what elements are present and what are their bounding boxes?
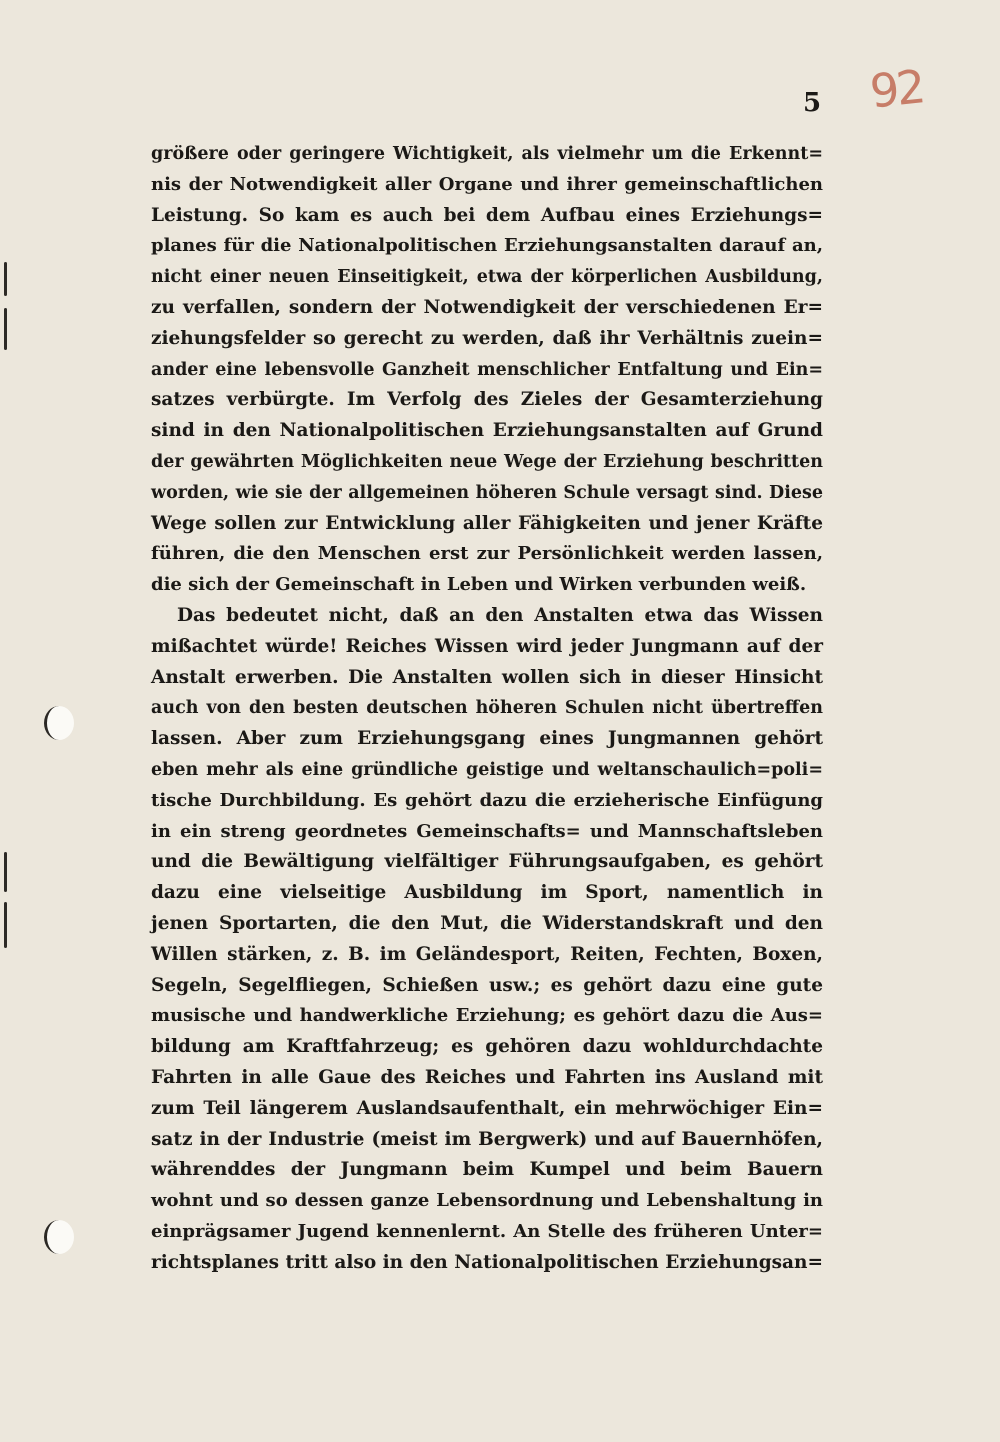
punch-hole <box>44 1220 74 1254</box>
text-line: zu verfallen, sondern der Notwendigkeit der verschiedenen Er= <box>151 296 823 318</box>
text-line: währenddes der Jungmann beim Kumpel und beim Bauern <box>151 1159 823 1181</box>
text-line: dazu eine vielseitige Ausbildung im Sport, namentlich in <box>151 882 823 904</box>
text-line: Willen stärken, z. B. im Geländesport, Reiten, Fechten, Boxen, <box>151 943 823 965</box>
text-line: musische und handwerkliche Erziehung; es gehört dazu die Aus= <box>151 1005 823 1027</box>
text-line: die sich der Gemeinschaft in Leben und Wirken verbunden weiß. <box>151 574 807 596</box>
text-line: jenen Sportarten, die den Mut, die Widerstandskraft und den <box>151 912 823 934</box>
page-number: 5 <box>803 88 822 118</box>
text-line: der gewährten Möglichkeiten neue Wege der Erziehung beschritten <box>151 451 823 472</box>
text-line: ziehungsfelder so gerecht zu werden, daß ihr Verhältnis zuein= <box>151 327 823 349</box>
archive-number: 92 <box>867 59 926 119</box>
text-line: einprägsamer Jugend kennenlernt. An Stelle des früheren Unter= <box>151 1220 823 1242</box>
text-line: nis der Notwendigkeit aller Organe und ihrer gemeinschaftlichen <box>151 173 823 195</box>
text-line: und die Bewältigung vielfältiger Führungsaufgaben, es gehört <box>151 851 823 873</box>
text-line: lassen. Aber zum Erziehungsgang eines Jungmannen gehört <box>151 728 823 750</box>
text-line: tische Durchbildung. Es gehört dazu die erzieherische Einfügung <box>151 789 823 811</box>
text-line: sind in den Nationalpolitischen Erziehungsanstalten auf Grund <box>151 420 823 442</box>
text-line: bildung am Kraftfahrzeug; es gehören dazu wohldurchdachte <box>151 1036 823 1058</box>
text-line: größere oder geringere Wichtigkeit, als vielmehr um die Erkennt= <box>151 144 823 164</box>
edge-mark <box>4 262 7 296</box>
text-line: Fahrten in alle Gaue des Reiches und Fahrten ins Ausland mit <box>151 1066 823 1088</box>
text-line: Segeln, Segelfliegen, Schießen usw.; es gehört dazu eine gute <box>151 974 823 996</box>
text-line: wohnt und so dessen ganze Lebensordnung und Lebenshaltung in <box>151 1190 823 1212</box>
edge-mark <box>4 308 7 350</box>
text-line: worden, wie sie der allgemeinen höheren Schule versagt sind. Diese <box>151 482 823 503</box>
text-line: planes für die Nationalpolitischen Erziehungsanstalten darauf an, <box>151 235 823 257</box>
text-line: in ein streng geordnetes Gemeinschafts= und Mannschaftsleben <box>151 820 823 842</box>
punch-hole <box>44 706 74 740</box>
body-text <box>151 139 823 1278</box>
text-line: eben mehr als eine gründliche geistige und weltanschaulich=poli= <box>151 759 823 780</box>
text-line: ander eine lebensvolle Ganzheit menschlicher Entfaltung und Ein= <box>151 359 823 380</box>
text-line: satzes verbürgte. Im Verfolg des Zieles der Gesamterziehung <box>151 389 823 411</box>
text-line: richtsplanes tritt also in den Nationalpolitischen Erziehungsan= <box>151 1251 823 1273</box>
text-line: führen, die den Menschen erst zur Persönlichkeit werden lassen, <box>151 543 823 565</box>
text-line: mißachtet würde! Reiches Wissen wird jeder Jungmann auf der <box>151 635 823 657</box>
text-line: Leistung. So kam es auch bei dem Aufbau eines Erziehungs= <box>151 204 823 226</box>
text-line: zum Teil längerem Auslandsaufenthalt, ein mehrwöchiger Ein= <box>151 1097 823 1119</box>
edge-mark <box>4 902 7 948</box>
text-line: Wege sollen zur Entwicklung aller Fähigkeiten und jener Kräfte <box>151 512 823 534</box>
text-line: Anstalt erwerben. Die Anstalten wollen sich in dieser Hinsicht <box>151 666 823 688</box>
text-line: nicht einer neuen Einseitigkeit, etwa der körperlichen Ausbildung, <box>151 267 823 288</box>
edge-mark <box>4 852 7 892</box>
text-line: satz in der Industrie (meist im Bergwerk) und auf Bauernhöfen, <box>151 1128 823 1150</box>
text-line: auch von den besten deutschen höheren Schulen nicht übertreffen <box>151 698 823 719</box>
text-line: Das bedeutet nicht, daß an den Anstalten etwa das Wissen <box>177 604 823 626</box>
